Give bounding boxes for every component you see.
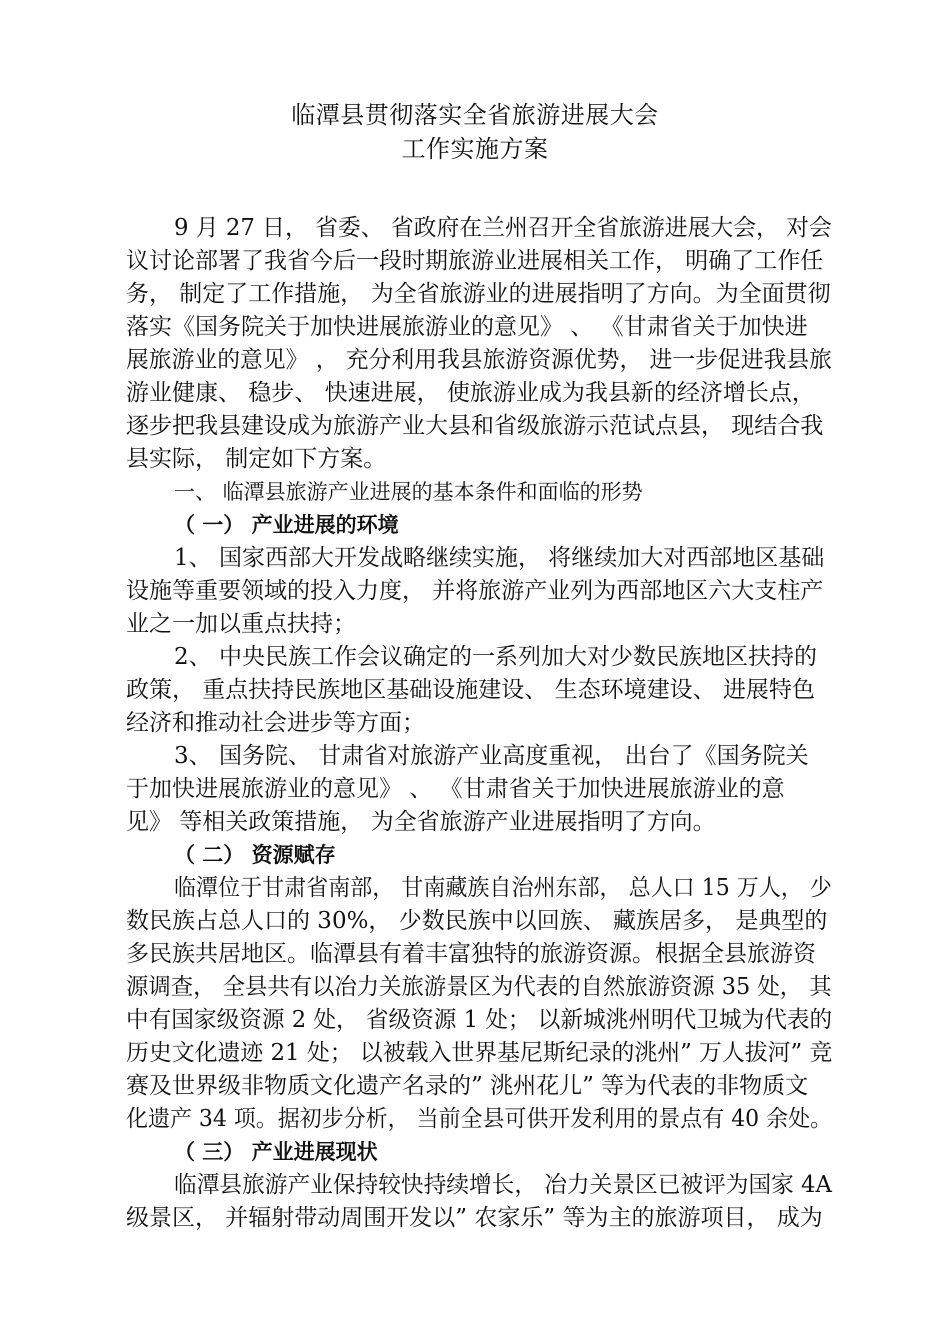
paragraph-line: 业之一加以重点扶持； <box>126 611 356 637</box>
paragraph-line: 政策， 重点扶持民族地区基础设施建设、 生态环境建设、 进展特色 <box>126 677 815 703</box>
paragraph-line: 赛及世界级非物质文化遗产名录的” 洮州花儿” 等为代表的非物质文 <box>126 1073 809 1099</box>
paragraph-line: 中有国家级资源 2 处， 省级资源 1 处； 以新城洮州明代卫城为代表的 <box>126 1007 833 1033</box>
section-heading: 一、 临潭县旅游产业进展的基本条件和面临的形势 <box>174 480 643 504</box>
subsection-heading: （ 一） 产业进展的环境 <box>174 513 399 537</box>
paragraph-line: 化遗产 34 项。据初步分析， 当前全县可供开发利用的景点有 40 余处。 <box>126 1106 833 1132</box>
paragraph-line: 1、 国家西部大开发战略继续实施， 将继续加大对西部地区基础 <box>174 545 825 571</box>
paragraph-line: 展旅游业的意见》 ， 充分利用我县旅游资源优势， 进一步促进我县旅 <box>126 347 832 373</box>
paragraph-line: 落实《国务院关于加快进展旅游业的意见》 、 《甘肃省关于加快进 <box>126 314 808 340</box>
document-title: 临潭县贯彻落实全省旅游进展大会 <box>291 101 659 129</box>
paragraph-line: 议讨论部署了我省今后一段时期旅游业进展相关工作， 明确了工作任 <box>126 248 824 274</box>
paragraph-line: 县实际， 制定如下方案。 <box>126 446 387 472</box>
paragraph-line: 数民族占总人口的 30%， 少数民族中以回族、 藏族居多， 是典型的 <box>126 908 828 934</box>
paragraph-line: 历史文化遗迹 21 处； 以被载入世界基尼斯纪录的洮州” 万人拔河” 竞 <box>126 1040 833 1066</box>
paragraph-line: 多民族共居地区。临潭县有着丰富独特的旅游资源。根据全县旅游资 <box>126 941 816 967</box>
paragraph-line: 设施等重要领域的投入力度， 并将旅游产业列为西部地区六大支柱产 <box>126 578 824 604</box>
paragraph-line: 2、 中央民族工作会议确定的一系列加大对少数民族地区扶持的 <box>174 644 817 670</box>
paragraph-line: 源调查， 全县共有以冶力关旅游景区为代表的自然旅游资源 35 处， 其 <box>126 974 832 1000</box>
paragraph-line: 见》 等相关政策措施， 为全省旅游产业进展指明了方向。 <box>126 809 716 835</box>
paragraph-line: 临潭县旅游产业保持较快持续增长， 冶力关景区已被评为国家 4A <box>174 1172 832 1198</box>
paragraph-line: 临潭位于甘肃省南部， 甘南藏族自治州东部， 总人口 15 万人， 少 <box>174 875 832 901</box>
paragraph-line: 经济和推动社会进步等方面； <box>126 710 425 736</box>
paragraph-line: 务， 制定了工作措施， 为全省旅游业的进展指明了方向。为全面贯彻 <box>126 281 831 307</box>
paragraph-line: 游业健康、 稳步、 快速进展， 使旅游业成为我县新的经济增长点， <box>126 380 815 406</box>
paragraph-line: 逐步把我县建设成为旅游产业大县和省级旅游示范试点县， 现结合我 <box>126 413 824 439</box>
paragraph-line: 于加快进展旅游业的意见》 、 《甘肃省关于加快进展旅游业的意 <box>126 776 785 802</box>
paragraph-line: 9 月 27 日， 省委、 省政府在兰州召开全省旅游进展大会， 对会 <box>174 215 832 241</box>
subsection-heading: （ 三） 产业进展现状 <box>174 1140 378 1164</box>
subsection-heading: （ 二） 资源赋存 <box>174 843 336 867</box>
paragraph-line: 3、 国务院、 甘肃省对旅游产业高度重视， 出台了《国务院关 <box>174 743 809 769</box>
document-subtitle: 工作实施方案 <box>401 135 549 163</box>
paragraph-line: 级景区， 并辐射带动周围开发以” 农家乐” 等为主的旅游项目， 成为 <box>126 1205 823 1231</box>
